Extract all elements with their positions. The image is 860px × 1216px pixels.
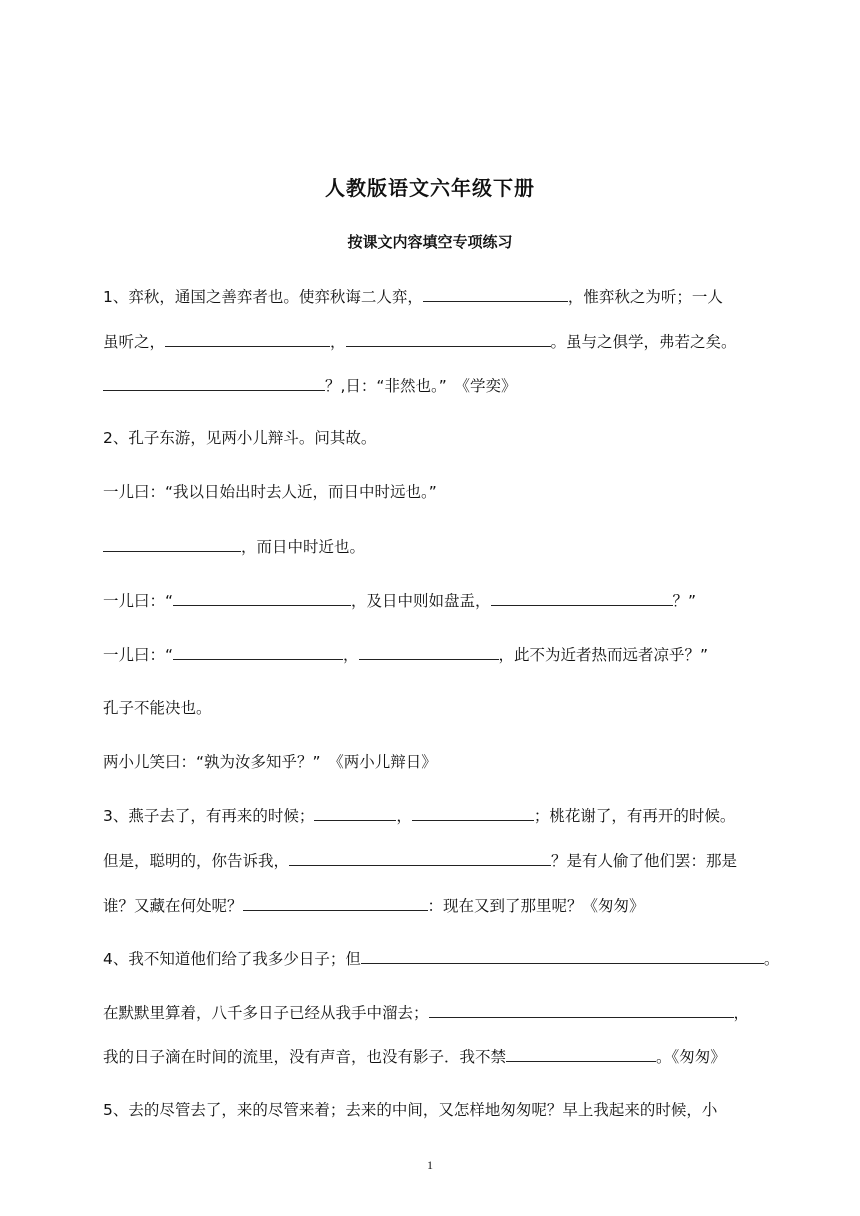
fill-blank[interactable] (173, 643, 343, 660)
line-text: ， (733, 1004, 750, 1022)
line-text: ？” (672, 592, 697, 610)
fill-blank[interactable] (103, 374, 325, 391)
text-line (103, 1099, 717, 1121)
text-line (103, 535, 365, 558)
fill-blank[interactable] (429, 1001, 734, 1018)
line-text: 在默默里算着，八千多日子已经从我手中溜去； (103, 1004, 429, 1022)
text-line (103, 894, 645, 917)
text-line (103, 697, 212, 719)
line-text: 虽听之， (103, 333, 166, 351)
text-line (103, 643, 708, 666)
fill-blank[interactable] (491, 589, 673, 606)
line-text: ；桃花谢了，有再开的时候。 (533, 807, 736, 825)
fill-blank[interactable] (173, 589, 351, 606)
line-text: 。 (763, 950, 780, 968)
line-text: 孔子不能决也。 (103, 699, 212, 717)
page-number: 1 (427, 1158, 433, 1172)
text-line (103, 849, 737, 872)
line-text: ，此不为近者热而远者凉乎？” (498, 646, 709, 664)
text-line (103, 374, 517, 397)
line-text: ， (396, 807, 412, 825)
text-line (103, 427, 376, 449)
text-line (103, 1045, 726, 1068)
text-line (103, 751, 437, 773)
page-subtitle: 按课文内容填空专项练习 (347, 233, 513, 251)
fill-blank[interactable] (346, 330, 551, 347)
text-line (103, 947, 779, 970)
line-text: 。虽与之俱学，弗若之矣。 (550, 333, 737, 351)
text-line (103, 589, 696, 612)
line-text: 一儿曰：“ (103, 592, 174, 610)
line-text: 但是，聪明的，你告诉我， (103, 852, 290, 870)
text-line (103, 1001, 749, 1024)
line-text: 谁？又藏在何处呢？ (103, 897, 243, 915)
line-text: ， (330, 333, 346, 351)
line-text: ，而日中时近也。 (241, 538, 366, 556)
line-text: ，及日中则如盘盂， (351, 592, 491, 610)
page-title: 人教版语文六年级下册 (325, 176, 535, 200)
text-line (103, 804, 735, 827)
fill-blank[interactable] (103, 535, 241, 552)
line-text: 5、去的尽管去了，来的尽管来着；去来的中间，又怎样地匆匆呢？早上我起来的时候，小 (103, 1101, 718, 1119)
fill-blank[interactable] (412, 804, 534, 821)
line-text: 我的日子滴在时间的流里，没有声音，也没有影子．我不禁 (103, 1048, 507, 1066)
line-text: ？,日：“非然也。” 《学奕》 (325, 377, 517, 395)
line-text: 2、孔子东游，见两小儿辩斗。问其故。 (103, 429, 377, 447)
fill-blank[interactable] (314, 804, 396, 821)
line-text: ？是有人偷了他们罢：那是 (551, 852, 738, 870)
fill-blank[interactable] (359, 643, 499, 660)
text-line (103, 481, 437, 503)
line-text: 3、燕子去了，有再来的时候； (103, 807, 315, 825)
fill-blank[interactable] (423, 285, 568, 302)
fill-blank[interactable] (165, 330, 330, 347)
line-text: 4、我不知道他们给了我多少日子；但 (103, 950, 361, 968)
line-text: 一儿曰：“我以日始出时去人近，而日中时远也。” (103, 483, 437, 501)
fill-blank[interactable] (361, 947, 764, 964)
fill-blank[interactable] (506, 1045, 656, 1062)
text-line (103, 330, 737, 353)
fill-blank[interactable] (243, 894, 428, 911)
line-text: 两小儿笑曰：“孰为汝多知乎？” 《两小儿辩日》 (103, 753, 437, 771)
line-text: 一儿曰：“ (103, 646, 174, 664)
text-line (103, 285, 723, 308)
fill-blank[interactable] (289, 849, 551, 866)
line-text: ， (343, 646, 359, 664)
line-text: 1、弈秋，通国之善弈者也。使弈秋诲二人弈， (103, 288, 423, 306)
line-text: ，惟弈秋之为听；一人 (567, 288, 723, 306)
line-text: ：现在又到了那里呢？《匆匆》 (427, 897, 645, 915)
line-text: 。《匆匆》 (656, 1048, 726, 1066)
